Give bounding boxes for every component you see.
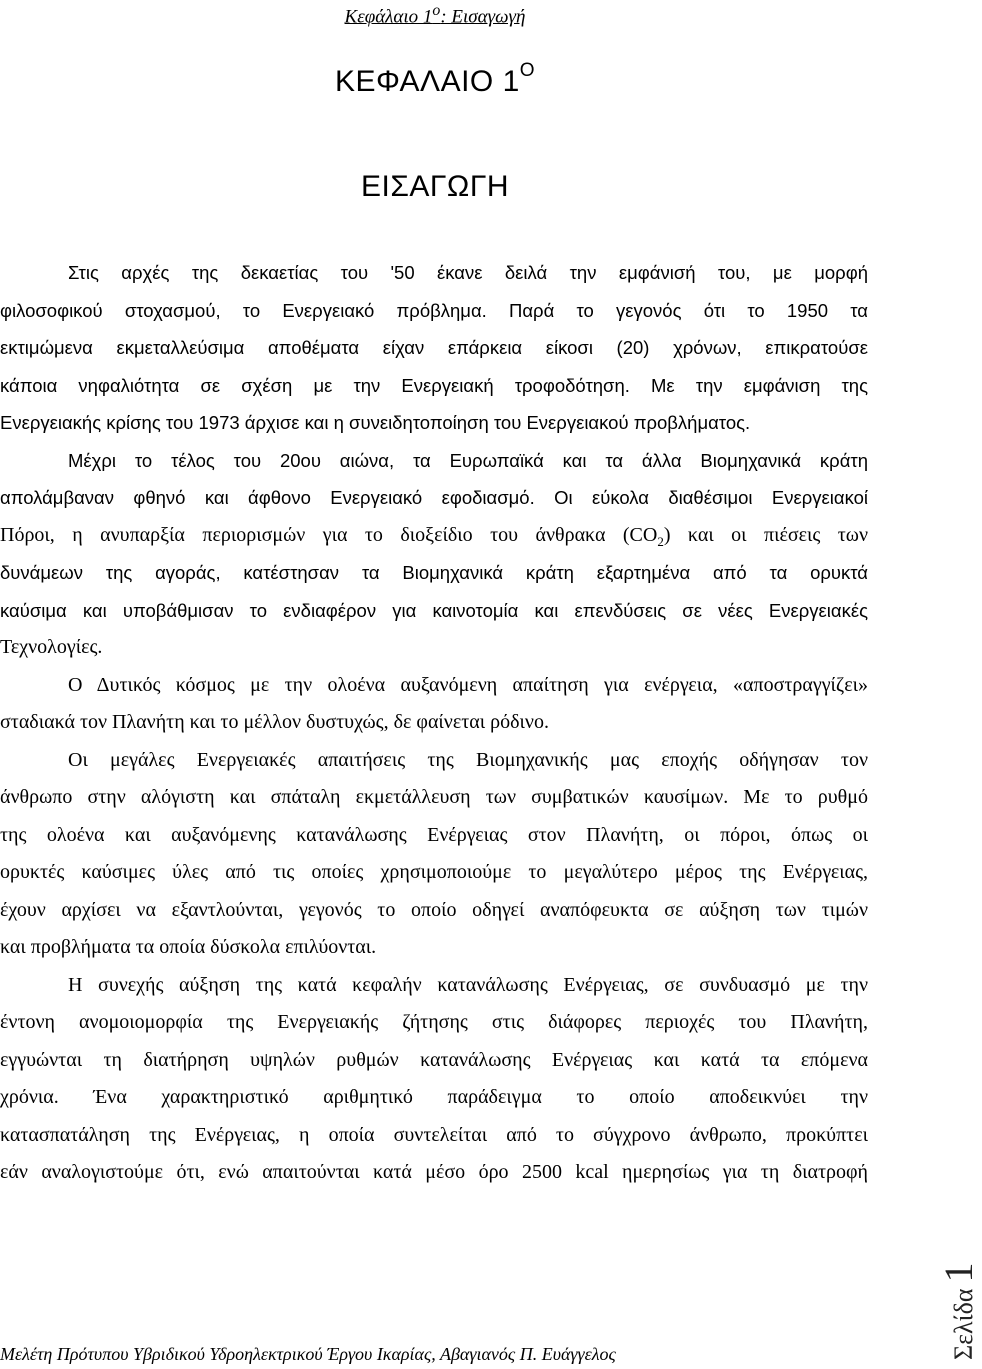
text-line: Μέχρι το τέλος του 20ου αιώνα, τα Ευρωπαϊκά και τα άλλα Βιομηχανικά κράτη [68,449,868,471]
running-header-title: Κεφάλαιο 1 [344,6,433,28]
text-line: έντονη ανομοιομορφία της Ενεργειακής ζήτησης στις διάφορες περιοχές του Πλανήτη, [0,1011,868,1033]
text-line: έχουν αρχίσει να εξαντλούνται, γεγονός το οποίο οδηγεί αναπόφευκτα σε αύξηση των τιμών [0,898,868,921]
running-header-rest: : Εισαγωγή [440,6,526,28]
text-line: κάποια νηφαλιότητα σε σχέση με την Ενεργειακή τροφοδότηση. Με την εμφάνιση της [0,374,868,396]
text-line: εγγυώνται τη διατήρηση υψηλών ρυθμών κατανάλωσης Ενέργειας και κατά τα επόμενα [0,1048,868,1071]
page-word: Σελίδα [949,1288,978,1360]
text-line-co2 [0,517,868,555]
text-line: Στις αρχές της δεκαετίας του '50 έκανε δειλά την εμφάνισή του, με μορφή [68,262,868,283]
text-line: άνθρωπο στην αλόγιστη και σπάταλη εκμετάλλευση των συμβατικών καυσίμων. Με το ρυθμό [0,786,868,808]
running-header [0,2,870,28]
text-line: απολάμβαναν φθηνό και άφθονο Ενεργειακό εφοδιασμό. Οι εύκολα διαθέσιμοι Ενεργειακοί [0,487,868,508]
section-title: ΕΙΣΑΓΩΓΗ [360,170,510,203]
text-line: Ενεργειακής κρίσης του 1973 άρχισε και η συνειδητοποίηση του Ενεργειακού προβλήματος. [0,412,751,433]
text-line: εάν αναλογιστούμε ότι, ενώ απαιτούνται κατά μέσο όρο 2500 kcal ημερησίως για τη διατροφή [0,1161,868,1183]
co2-prefix: Πόροι, η ανυπαρξία περιορισμών για το διοξείδιο του άνθρακα (CO [0,523,658,546]
text-line: κατασπατάληση της Ενέργειας, η οποία συντελείται από το σύγχρονο άνθρωπο, προκύπτει [0,1123,868,1146]
co2-suffix: ) και οι πιέσεις των [663,523,869,546]
chapter-title-sup: Ο [519,60,536,81]
text-line: φιλοσοφικού στοχασμού, το Ενεργειακό πρόβλημα. Παρά το γεγονός ότι το 1950 τα [0,299,868,321]
footer-text: Μελέτη Πρότυπου Υβριδικού Υδροηλεκτρικού Έργου Ικαρίας, Αβαγιανός Π. Ευάγγελος [0,1344,616,1364]
page-number-label [935,1262,982,1360]
chapter-title [0,60,870,99]
text-line: σταδιακά τον Πλανήτη και το μέλλον δυστυχώς, δε φαίνεται ρόδινο. [0,711,549,733]
page-number: 1 [936,1262,981,1283]
text-line: δυνάμεων της αγοράς, κατέστησαν τα Βιομηχανικά κράτη εξαρτημένα από τα ορυκτά [0,562,868,583]
text-line: χρόνια. Ένα χαρακτηριστικό αριθμητικό παράδειγμα το οποίο αποδεικνύει την [0,1086,868,1108]
running-header-sup: ο [432,2,441,19]
co2-subscript: 2 [657,533,664,549]
text-line: εκτιμώμενα εκμεταλλεύσιμα αποθέματα είχαν επάρκεια είκοσι (20) χρόνων, επικρατούσε [0,337,868,358]
text-line: ορυκτές καύσιμες ύλες από τις οποίες χρησιμοποιούμε το μεγαλύτερο μέρος της Ενέργειας, [0,861,868,883]
chapter-title-text: ΚΕΦΑΛΑΙΟ 1 [334,65,520,98]
text-line: της ολοένα και αυξανόμενης κατανάλωσης Ενέργειας στον Πλανήτη, οι πόροι, όπως οι [0,823,868,846]
text-line: Ο Δυτικός κόσμος με την ολοένα αυξανόμενη απαίτηση για ενέργεια, «αποστραγγίζει» [68,673,868,696]
text-line: Οι μεγάλες Ενεργειακές απαιτήσεις της Βιομηχανικής μας εποχής οδήγησαν τον [68,748,868,771]
text-line: Η συνεχής αύξηση της κατά κεφαλήν κατανάλωσης Ενέργειας, σε συνδυασμό με την [68,973,868,996]
text-line: και προβλήματα τα οποία δύσκολα επιλύονται. [0,936,377,958]
text-line: Τεχνολογίες. [0,636,103,658]
body-text [0,254,868,1192]
text-line: καύσιμα και υποβάθμισαν το ενδιαφέρον για καινοτομία και επενδύσεις σε νέες Ενεργειακές [0,599,868,621]
